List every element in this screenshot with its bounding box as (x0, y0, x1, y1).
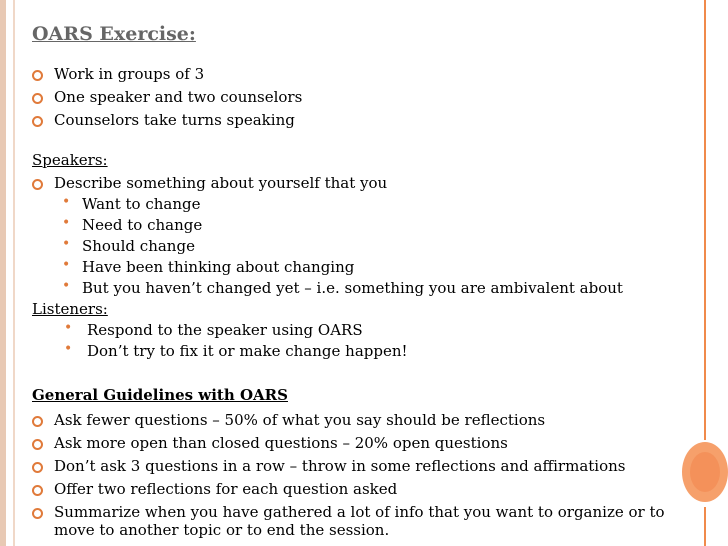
bullet-circle-icon (32, 179, 43, 190)
guideline-item: Summarize when you have gathered a lot of info that you want to organize or to (54, 503, 665, 521)
speakers-sub-item: Need to change (82, 216, 203, 234)
bullet-dot-icon: • (62, 194, 71, 210)
right-accent-line (704, 0, 706, 440)
bullet-circle-icon (32, 462, 43, 473)
guideline-item: Offer two reflections for each question asked (54, 480, 398, 498)
intro-item: Counselors take turns speaking (54, 111, 295, 129)
slide-title: OARS Exercise: (32, 23, 196, 45)
bullet-dot-icon: • (62, 236, 71, 252)
bullet-dot-icon: • (62, 278, 71, 294)
bullet-circle-icon (32, 508, 43, 519)
speakers-sub-item: Should change (82, 237, 195, 255)
guideline-item: Ask more open than closed questions – 20% open questions (54, 434, 508, 452)
speakers-heading: Speakers: (32, 151, 108, 169)
decorative-circle (682, 442, 728, 502)
guideline-item-continued: move to another topic or to end the session. (54, 521, 390, 539)
listeners-sub-item: Respond to the speaker using OARS (87, 321, 363, 339)
guideline-item: Don’t ask 3 questions in a row – throw in some reflections and affirmations (54, 457, 626, 475)
guideline-item: Ask fewer questions – 50% of what you say should be reflections (54, 411, 546, 429)
bullet-circle-icon (32, 70, 43, 81)
bullet-dot-icon: • (64, 320, 73, 336)
guidelines-heading: General Guidelines with OARS (32, 386, 288, 404)
right-accent-line-bottom (704, 507, 706, 546)
bullet-circle-icon (32, 439, 43, 450)
bullet-circle-icon (32, 416, 43, 427)
bullet-circle-icon (32, 116, 43, 127)
listeners-heading: Listeners: (32, 300, 108, 318)
speakers-sub-item: Have been thinking about changing (82, 258, 355, 276)
bullet-dot-icon: • (64, 341, 73, 357)
bullet-dot-icon: • (62, 257, 71, 273)
speakers-sub-item: Want to change (82, 195, 201, 213)
left-border (0, 0, 6, 546)
listeners-sub-item: Don’t try to fix it or make change happen! (87, 342, 408, 360)
speakers-sub-item: But you haven’t changed yet – i.e. something you are ambivalent about (82, 279, 623, 297)
intro-item: Work in groups of 3 (54, 65, 205, 83)
intro-item: One speaker and two counselors (54, 88, 303, 106)
bullet-circle-icon (32, 93, 43, 104)
bullet-dot-icon: • (62, 215, 71, 231)
speakers-main: Describe something about yourself that you (54, 174, 388, 192)
bullet-circle-icon (32, 485, 43, 496)
left-border-inner (13, 0, 15, 546)
